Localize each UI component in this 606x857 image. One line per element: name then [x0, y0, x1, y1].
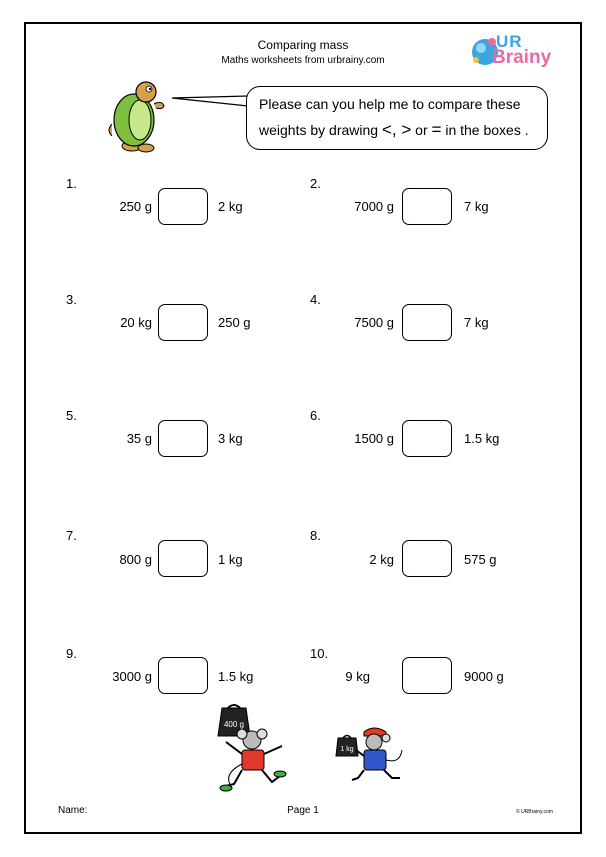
- page-number: Page 1: [287, 805, 319, 816]
- speech-line-2: [259, 120, 529, 140]
- answer-box[interactable]: [402, 304, 452, 341]
- weight-large-label: 400 g: [223, 720, 245, 729]
- answer-box[interactable]: [402, 420, 452, 457]
- question-right-value: 3 kg: [218, 431, 243, 446]
- speech-line-1: Please can you help me to compare these: [259, 96, 521, 112]
- question-left-value: 20 kg: [120, 315, 152, 330]
- question-right-value: 250 g: [218, 315, 251, 330]
- copyright: © URBrainy.com: [516, 809, 553, 815]
- page-title: Comparing mass: [257, 38, 349, 52]
- urbrainy-logo: [470, 32, 562, 72]
- question-number: 9.: [66, 646, 77, 661]
- question-left-value: 2 kg: [369, 552, 394, 567]
- mouse-lifting-weight-illustration: [212, 706, 292, 796]
- turtle-illustration: [104, 78, 174, 158]
- answer-box[interactable]: [158, 657, 208, 694]
- question-number: 4.: [310, 292, 321, 307]
- question-right-value: 7 kg: [464, 199, 489, 214]
- question-number: 1.: [66, 176, 77, 191]
- question-left-value: 800 g: [119, 552, 152, 567]
- question-left-value: 9 kg: [345, 669, 370, 684]
- question-left-value: 3000 g: [112, 669, 152, 684]
- answer-box[interactable]: [158, 540, 208, 577]
- question-number: 8.: [310, 528, 321, 543]
- answer-box[interactable]: [402, 540, 452, 577]
- answer-box[interactable]: [158, 188, 208, 225]
- logo-brainy-text: Brainy: [492, 47, 552, 68]
- speech-symbols: <, >: [381, 120, 412, 139]
- question-right-value: 9000 g: [464, 669, 504, 684]
- question-number: 7.: [66, 528, 77, 543]
- mouse-carrying-weight-illustration: [334, 726, 414, 786]
- question-left-value: 1500 g: [354, 431, 394, 446]
- answer-box[interactable]: [158, 304, 208, 341]
- question-left-value: 35 g: [126, 431, 152, 446]
- answer-box[interactable]: [402, 657, 452, 694]
- question-left-value: 250 g: [119, 199, 152, 214]
- question-number: 10.: [310, 646, 329, 661]
- speech-suffix: in the boxes .: [441, 122, 529, 138]
- question-number: 2.: [310, 176, 321, 191]
- answer-box[interactable]: [402, 188, 452, 225]
- weight-small-label: 1 kg: [340, 746, 354, 753]
- question-right-value: 1 kg: [218, 552, 243, 567]
- question-left-value: 7000 g: [354, 199, 394, 214]
- question-left-value: 7500 g: [354, 315, 394, 330]
- question-right-value: 7 kg: [464, 315, 489, 330]
- question-right-value: 1.5 kg: [464, 431, 500, 446]
- question-right-value: 575 g: [464, 552, 497, 567]
- speech-or: or: [411, 122, 432, 138]
- question-right-value: 1.5 kg: [218, 669, 254, 684]
- logo-ur-text: UR: [496, 32, 523, 51]
- question-right-value: 2 kg: [218, 199, 243, 214]
- speech-bubble: [246, 86, 548, 150]
- question-number: 3.: [66, 292, 77, 307]
- question-number: 5.: [66, 408, 77, 423]
- speech-prefix: weights by drawing: [259, 122, 382, 138]
- answer-box[interactable]: [158, 420, 208, 457]
- speech-equals: =: [431, 120, 442, 139]
- speech-pointer: [172, 92, 252, 112]
- page-subtitle: Maths worksheets from urbrainy.com: [221, 55, 385, 66]
- question-number: 6.: [310, 408, 321, 423]
- name-label: Name:: [58, 805, 88, 816]
